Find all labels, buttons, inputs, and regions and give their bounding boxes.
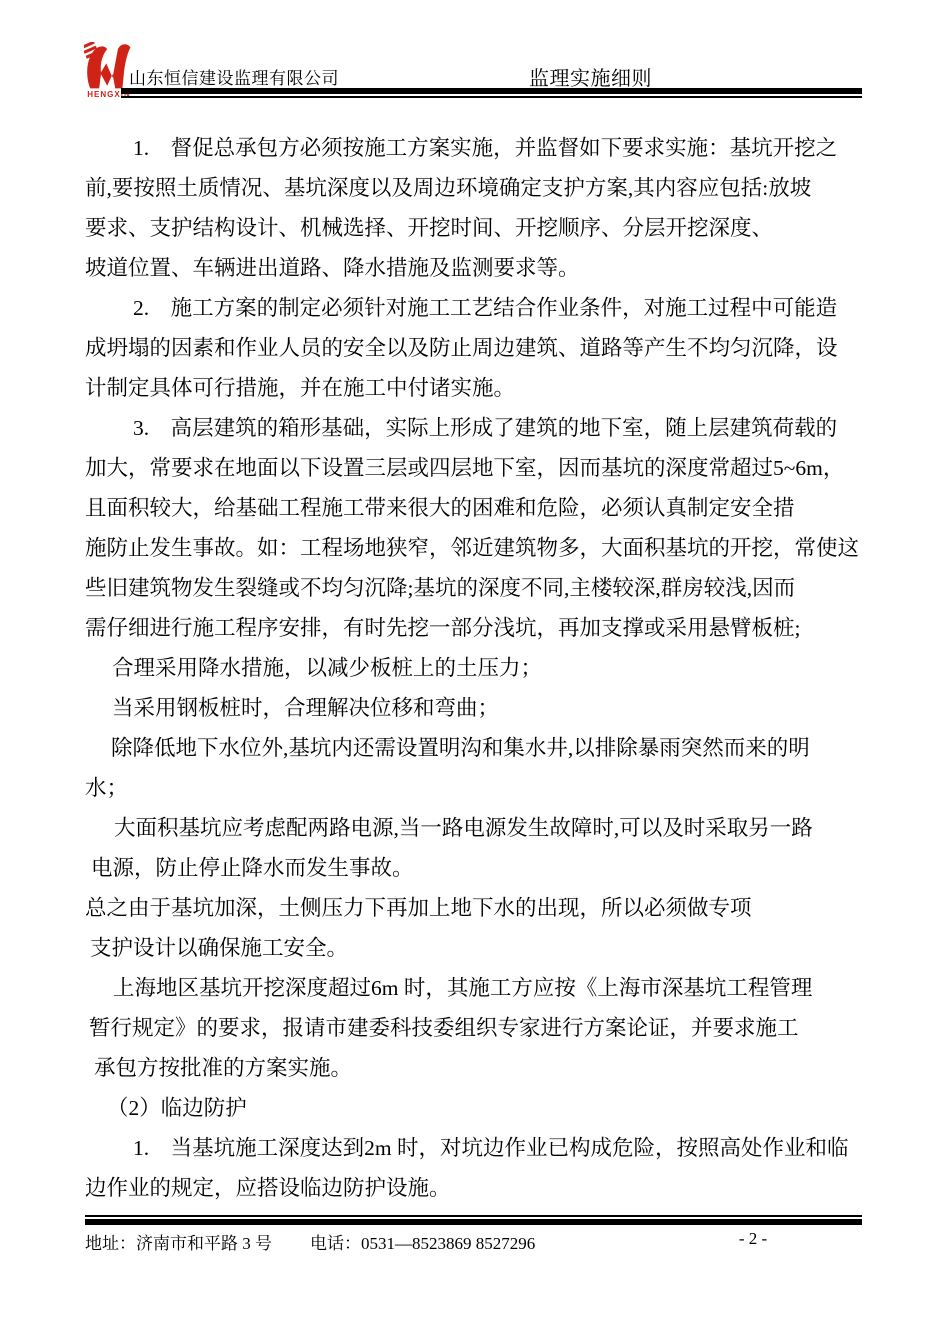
text-line: 大面积基坑应考虑配两路电源,当一路电源发生故障时,可以及时采取另一路 (114, 816, 813, 840)
text-line: 总之由于基坑加深，土侧压力下再加上地下水的出现，所以必须做专项 (85, 896, 752, 920)
text-line: 暂行规定》的要求，报请市建委科技委组织专家进行方案论证，并要求施工 (89, 1016, 799, 1040)
text-line: 2. 施工方案的制定必须针对施工工艺结合作业条件，对施工过程中可能造 (133, 296, 838, 320)
text-line: 承包方按批准的方案实施。 (94, 1056, 353, 1080)
text-line: 成坍塌的因素和作业人员的安全以及防止周边建筑、道路等产生不均匀沉降，设 (85, 336, 838, 360)
text-line: 合理采用降水措施，以减少板桩上的土压力； (112, 656, 543, 680)
text-line: 支护设计以确保施工安全。 (90, 936, 349, 960)
text-line: 些旧建筑物发生裂缝或不均匀沉降;基坑的深度不同,主楼较深,群房较浅,因而 (85, 576, 796, 600)
text-line: 要求、支护结构设计、机械选择、开挖时间、开挖顺序、分层开挖深度、 (85, 216, 774, 240)
text-line: 上海地区基坑开挖深度超过6m 时，其施工方应按《上海市深基坑工程管理 (113, 976, 813, 1000)
logo-text: HENGXIN (87, 90, 131, 99)
text-line: 电源，防止停止降水而发生事故。 (91, 856, 414, 880)
text-line: 前,要按照土质情况、基坑深度以及周边环境确定支护方案,其内容应包括:放坡 (85, 176, 812, 200)
footer-address: 地址：济南市和平路 3 号 (85, 1234, 272, 1253)
page-number: - 2 - (738, 1229, 768, 1248)
text-line: 水； (85, 776, 129, 800)
document-body (85, 128, 875, 1208)
text-line: 需仔细进行施工程序安排，有时先挖一部分浅坑，再加支撑或采用悬臂板桩; (85, 616, 801, 640)
document-title: 监理实施细则 (529, 68, 652, 90)
text-line: 施防止发生事故。如：工程场地狭窄，邻近建筑物多，大面积基坑的开挖，常使这 (85, 536, 860, 560)
header-divider (121, 88, 862, 98)
footer-divider (85, 1215, 862, 1225)
text-line: （2）临边防护 (107, 1096, 247, 1120)
text-line: 1. 当基坑施工深度达到2m 时，对坑边作业已构成危险，按照高处作业和临 (133, 1136, 849, 1160)
text-line: 计制定具体可行措施，并在施工中付诸实施。 (85, 376, 516, 400)
company-name: 山东恒信建设监理有限公司 (129, 69, 339, 88)
text-line: 除降低地下水位外,基坑内还需设置明沟和集水井,以排除暴雨突然而来的明 (111, 736, 810, 760)
hengxin-logo-icon (84, 42, 134, 92)
text-line: 3. 高层建筑的箱形基础，实际上形成了建筑的地下室，随上层建筑荷载的 (133, 416, 838, 440)
text-line: 当采用钢板桩时，合理解决位移和弯曲； (112, 696, 500, 720)
text-line: 边作业的规定，应搭设临边防护设施。 (85, 1176, 451, 1200)
text-line: 1. 督促总承包方必须按施工方案实施，并监督如下要求实施：基坑开挖之 (133, 136, 838, 160)
text-line: 加大，常要求在地面以下设置三层或四层地下室，因而基坑的深度常超过5~6m， (85, 456, 845, 480)
text-line: 且面积较大，给基础工程施工带来很大的困难和危险，必须认真制定安全措 (85, 496, 795, 520)
text-line: 坡道位置、车辆进出道路、降水措施及监测要求等。 (85, 256, 580, 280)
footer-phone: 电话：0531—8523869 8527296 (310, 1234, 536, 1253)
